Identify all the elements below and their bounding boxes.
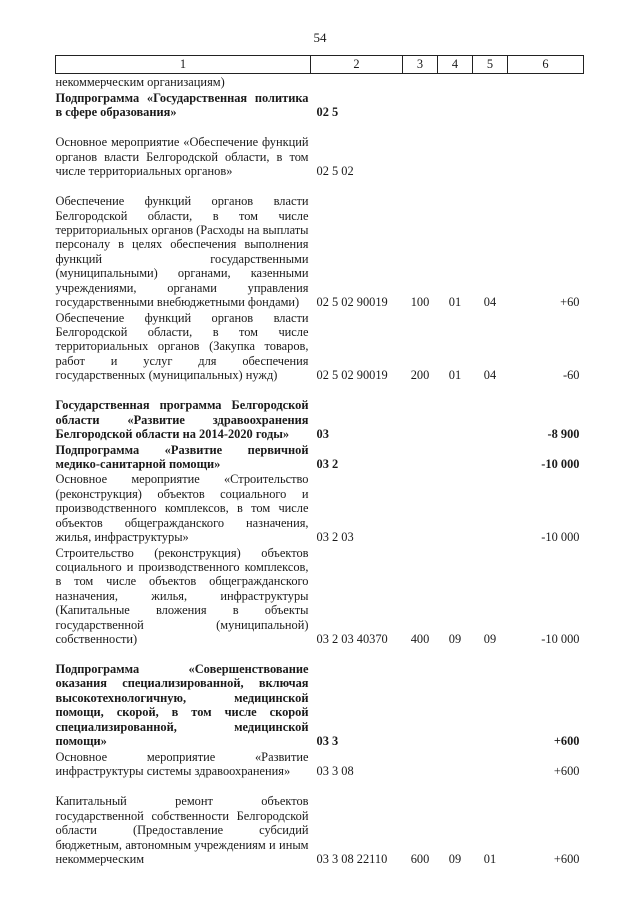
- row-expense-type: [403, 472, 438, 545]
- row-expense-type: [403, 749, 438, 779]
- row-code: 02 5 02 90019: [316, 368, 388, 383]
- table-row: [56, 647, 584, 749]
- row-name: некоммерческим организациям): [55, 75, 225, 89]
- row-amount: [508, 91, 584, 121]
- row-code: [311, 74, 403, 91]
- row-name: Обеспечение функций органов власти Белгородской области, в том числе территориальных органов (Закупка товаров, работ и услуг для обеспечения государственных (муниципальных) нужд): [55, 310, 309, 383]
- row-amount: +600: [553, 763, 580, 778]
- row-section: [438, 647, 473, 749]
- row-amount: [508, 121, 584, 180]
- row-section: 01: [448, 295, 462, 310]
- row-section: 09: [448, 631, 462, 646]
- row-section: [438, 121, 473, 180]
- row-subsection: 09: [483, 631, 497, 646]
- row-name: Строительство (реконструкция) объектов социального и производственного комплексов, в том числе объектов общегражданского назначения, жилья, инфраструктуры (Капитальные вложения в объекты государственной (муниципальной) собственности): [55, 545, 309, 646]
- row-amount: [508, 74, 584, 91]
- row-code: 02 5: [316, 105, 339, 120]
- row-expense-type: [403, 121, 438, 180]
- row-expense-type: [403, 91, 438, 121]
- table-row: [56, 180, 584, 311]
- row-subsection: [473, 749, 508, 779]
- table-row: [56, 472, 584, 545]
- row-subsection: [473, 472, 508, 545]
- row-amount: -10 000: [541, 631, 580, 646]
- table-row: [56, 74, 584, 91]
- row-section: [438, 384, 473, 443]
- row-amount: +600: [553, 851, 580, 866]
- row-subsection: [473, 647, 508, 749]
- table-header-row: [56, 56, 584, 74]
- row-amount: -60: [562, 368, 580, 383]
- row-subsection: 04: [483, 295, 497, 310]
- table-row: [56, 779, 584, 867]
- row-name: Капитальный ремонт объектов государственной собственности Белгородской области (Предоставление субсидий бюджетным, автономным учреждениям и иным некоммерческим: [55, 794, 309, 866]
- row-subsection: [473, 121, 508, 180]
- row-name: Государственная программа Белгородской области «Развитие здравоохранения Белгородской области на 2014-2020 годы»: [55, 398, 309, 442]
- row-expense-type: [403, 647, 438, 749]
- page-number: 54: [313, 30, 327, 45]
- row-amount: -10 000: [541, 529, 580, 544]
- table-row: [56, 311, 584, 384]
- column-header: 2: [311, 56, 403, 74]
- row-code: 03 3: [316, 733, 339, 748]
- row-code: 02 5 02 90019: [316, 295, 388, 310]
- column-header: 3: [403, 56, 438, 74]
- column-header: 1: [56, 56, 311, 74]
- row-subsection: [473, 74, 508, 91]
- table-row: [56, 749, 584, 779]
- row-section: [438, 749, 473, 779]
- row-amount: -10 000: [541, 456, 580, 471]
- row-code: 02 5 02: [316, 164, 354, 179]
- row-subsection: 04: [483, 368, 497, 383]
- row-subsection: [473, 384, 508, 443]
- column-header: 6: [508, 56, 584, 74]
- row-name: Основное мероприятие «Развитие инфраструктуры системы здравоохранения»: [55, 749, 309, 778]
- row-expense-type: [403, 443, 438, 473]
- row-expense-type: 100: [410, 295, 430, 310]
- row-subsection: 01: [483, 851, 497, 866]
- row-name: Основное мероприятие «Строительство (реконструкция) объектов социального и производственного комплексов, в том числе объектов общегражданского назначения, жилья, инфраструктуры»: [55, 472, 309, 544]
- row-section: [438, 91, 473, 121]
- row-name: Подпрограмма «Государственная политика в сфере образования»: [55, 90, 309, 120]
- row-name: Подпрограмма «Совершенствование оказания специализированной, включая высокотехнологичную, медицинской помощи, скорой, в том числе скорой специализированной, медицинской помощи»: [55, 661, 309, 748]
- budget-table: [55, 55, 584, 867]
- row-section: [438, 74, 473, 91]
- table-row: [56, 545, 584, 647]
- table-row: [56, 91, 584, 121]
- row-amount: -8 900: [547, 427, 580, 442]
- row-name: Основное мероприятие «Обеспечение функций органов власти Белгородской области, в том числе территориальных органов»: [55, 135, 309, 179]
- row-name: Обеспечение функций органов власти Белгородской области, в том числе территориальных органов (Расходы на выплаты персоналу в целях обеспечения выполнения функций государственными (муниципальными) органами, казенными учреждениями, органами управления государственными внебюджетными фондами): [55, 194, 309, 310]
- row-subsection: [473, 91, 508, 121]
- column-header: 5: [473, 56, 508, 74]
- row-code: 03 3 08: [316, 763, 354, 778]
- table-row: [56, 121, 584, 180]
- row-code: 03 2 03: [316, 529, 354, 544]
- row-subsection: [473, 443, 508, 473]
- row-expense-type: 200: [410, 368, 430, 383]
- table-body: [56, 74, 584, 868]
- column-header: 4: [438, 56, 473, 74]
- row-amount: +60: [560, 295, 580, 310]
- row-section: 09: [448, 851, 462, 866]
- row-amount: +600: [553, 733, 580, 748]
- row-expense-type: 600: [410, 851, 430, 866]
- table-row: [56, 443, 584, 473]
- row-expense-type: [403, 74, 438, 91]
- row-code: 03 2: [316, 456, 339, 471]
- row-section: [438, 443, 473, 473]
- table-row: [56, 384, 584, 443]
- row-code: 03 3 08 22110: [316, 851, 388, 866]
- row-section: [438, 472, 473, 545]
- row-name: Подпрограмма «Развитие первичной медико-санитарной помощи»: [55, 442, 309, 471]
- row-expense-type: [403, 384, 438, 443]
- row-expense-type: 400: [410, 631, 430, 646]
- row-code: 03: [316, 427, 329, 442]
- row-section: 01: [448, 368, 462, 383]
- row-code: 03 2 03 40370: [316, 631, 388, 646]
